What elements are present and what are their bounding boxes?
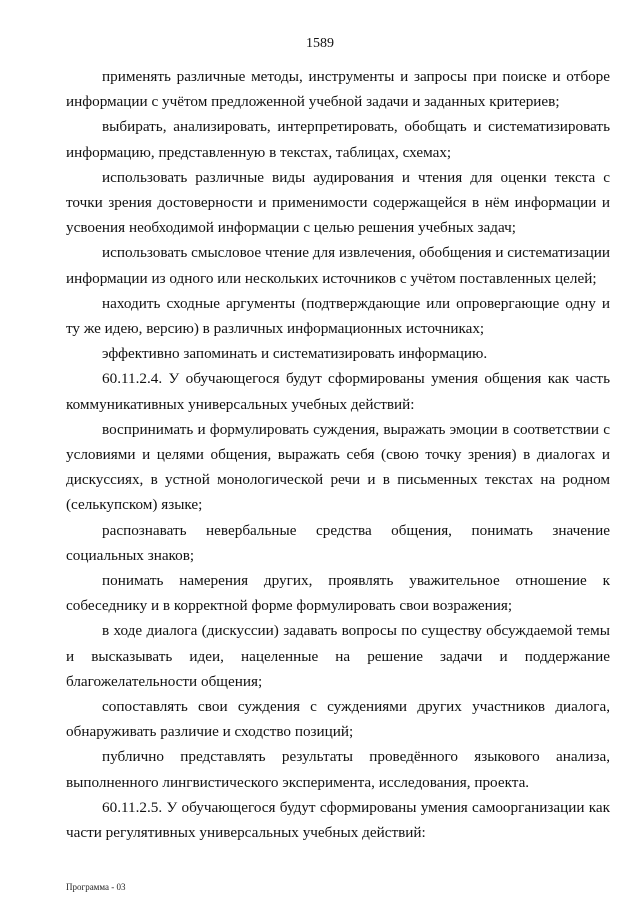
paragraph: находить сходные аргументы (подтверждающие или опровергающие одну и ту же идею, версию) в различных информационных источниках;: [66, 294, 610, 338]
paragraph: использовать смысловое чтение для извлечения, обобщения и систематизации информации из одного или нескольких источников с учётом поставленных целей;: [66, 244, 610, 287]
paragraph: понимать намерения других, проявлять уважительное отношение к собеседнику и в корректной форме формулировать свои возражения;: [66, 572, 610, 615]
paragraph: применять различные методы, инструменты и запросы при поиске и отборе информации с учётом предложенной учебной задачи и заданных критериев;: [66, 68, 610, 111]
section-heading-paragraph: 60.11.2.5. У обучающегося будут сформированы умения самоорганизации как части регулятивных универсальных учебных действий:: [66, 798, 610, 842]
section-heading-paragraph: 60.11.2.4. У обучающегося будут сформированы умения общения как часть коммуникативных универсальных учебных действий:: [66, 370, 610, 413]
paragraph: эффективно запоминать и систематизировать информацию.: [102, 345, 488, 363]
paragraph: публично представлять результаты проведённого языкового анализа, выполненного лингвистического эксперимента, исследования, проекта.: [66, 748, 610, 791]
paragraph: использовать различные виды аудирования и чтения для оценки текста с точки зрения достоверности и применимости содержащейся в нём информации и усвоения необходимой информации с целью решения учебных задач;: [66, 168, 610, 237]
paragraph: в ходе диалога (дискуссии) задавать вопросы по существу обсуждаемой темы и высказывать идеи, нацеленные на решение задачи и поддержание благожелательности общения;: [66, 622, 610, 690]
paragraph: выбирать, анализировать, интерпретировать, обобщать и систематизировать информацию, представленную в текстах, таблицах, схемах;: [66, 118, 610, 161]
paragraph: воспринимать и формулировать суждения, выражать эмоции в соответствии с условиями и целями общения, выражать себя (свою точку зрения) в диалогах и дискуссиях, в устной монологической речи и в письменных текстах на родном (селькупском) языке;: [66, 420, 610, 514]
body-text: [66, 64, 610, 845]
page-number: 1589: [306, 36, 334, 51]
footer-label: Программа - 03: [66, 882, 126, 892]
paragraph: сопоставлять свои суждения с суждениями других участников диалога, обнаруживать различие и сходство позиций;: [66, 698, 610, 741]
paragraph: распознавать невербальные средства общения, понимать значение социальных знаков;: [66, 521, 610, 564]
